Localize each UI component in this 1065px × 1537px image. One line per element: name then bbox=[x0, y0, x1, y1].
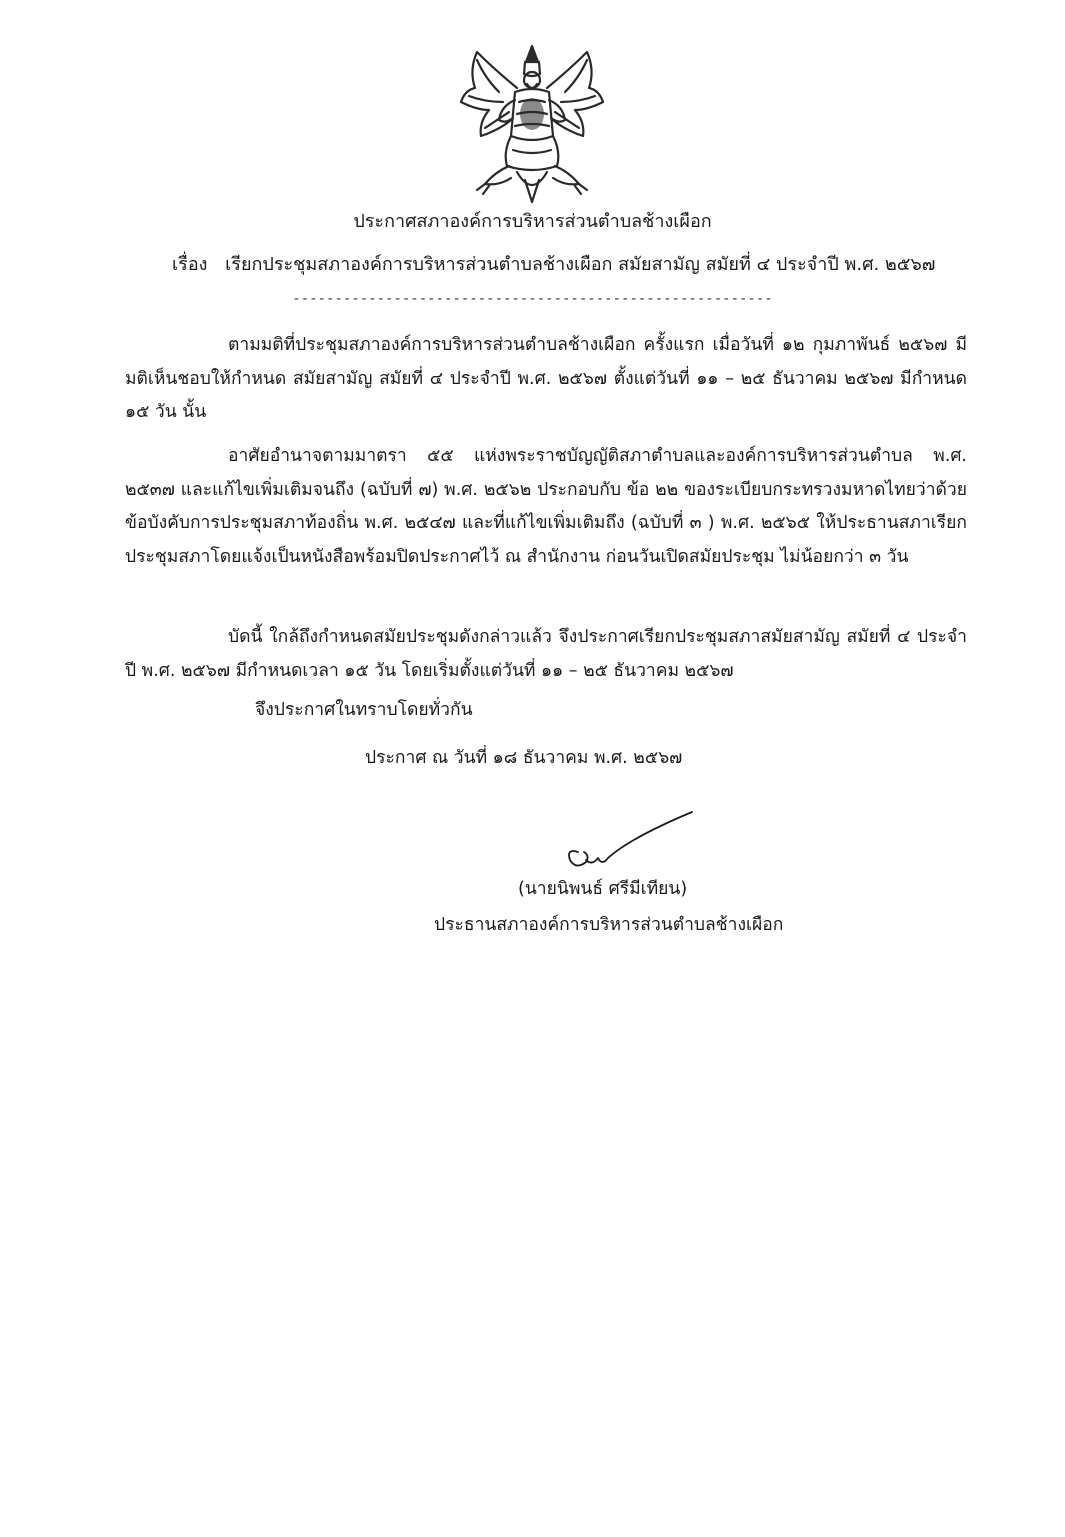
signer-position: ประธานสภาองค์การบริหารส่วนตำบลช้างเผือก bbox=[434, 915, 784, 935]
handwritten-signature-icon bbox=[560, 808, 700, 878]
subject-line bbox=[172, 253, 935, 277]
subject-text: เรียกประชุมสภาองค์การบริหารส่วนตำบลช้างเผือก สมัยสามัญ สมัยที่ ๔ ประจำปี พ.ศ. ๒๕๖๗ bbox=[225, 254, 936, 275]
announcement-title: ประกาศสภาองค์การบริหารส่วนตำบลช้างเผือก bbox=[353, 211, 712, 232]
garuda-emblem-icon bbox=[455, 40, 610, 208]
divider-line: --------------------------------------------------------- bbox=[292, 291, 773, 307]
signer-name: (นายนิพนธ์ ศรีมีเทียน) bbox=[518, 879, 688, 899]
closing-statement: จึงประกาศในทราบโดยทั่วกัน bbox=[255, 700, 473, 720]
subject-label: เรื่อง bbox=[172, 254, 208, 275]
paragraph-1: ตามมติที่ประชุมสภาองค์การบริหารส่วนตำบลช้างเผือก ครั้งแรก เมื่อวันที่ ๑๒ กุมภาพันธ์ ๒๕๖๗ มีมติเห็นชอบให้กำหนด สมัยสามัญ สมัยที่ ๔ ประจำปี พ.ศ. ๒๕๖๗ ตั้งแต่วันที่ ๑๑ – ๒๕ ธันวาคม ๒๕๖๗ มีกำหนด ๑๕ วัน นั้น bbox=[125, 335, 967, 422]
paragraph-2: อาศัยอำนาจตามมาตรา ๕๕ แห่งพระราชบัญญัติสภาตำบลและองค์การบริหารส่วนตำบล พ.ศ. ๒๕๓๗ และแก้ไขเพิ่มเติมจนถึง (ฉบับที่ ๗) พ.ศ. ๒๕๖๒ ประกอบกับ ข้อ ๒๒ ของระเบียบกระทรวงมหาดไทยว่าด้วยข้อบังคับการประชุมสภาท้องถิ่น พ.ศ. ๒๕๔๗ และที่แก้ไขเพิ่มเติมถึง (ฉบับที่ ๓ ) พ.ศ. ๒๕๖๕ ให้ประธานสภาเรียกประชุมสภาโดยแจ้งเป็นหนังสือพร้อมปิดประกาศไว้ ณ สำนักงาน ก่อนวันเปิดสมัยประชุม ไม่น้อยกว่า ๓ วัน bbox=[125, 446, 967, 567]
announcement-date: ประกาศ ณ วันที่ ๑๘ ธันวาคม พ.ศ. ๒๕๖๗ bbox=[365, 748, 683, 768]
paragraph-3: บัดนี้ ใกล้ถึงกำหนดสมัยประชุมดังกล่าวแล้ว จึงประกาศเรียกประชุมสภาสมัยสามัญ สมัยที่ ๔ ประจำปี พ.ศ. ๒๕๖๗ มีกำหนดเวลา ๑๕ วัน โดยเริ่มตั้งแต่วันที่ ๑๑ – ๒๕ ธันวาคม ๒๕๖๗ bbox=[125, 627, 967, 681]
